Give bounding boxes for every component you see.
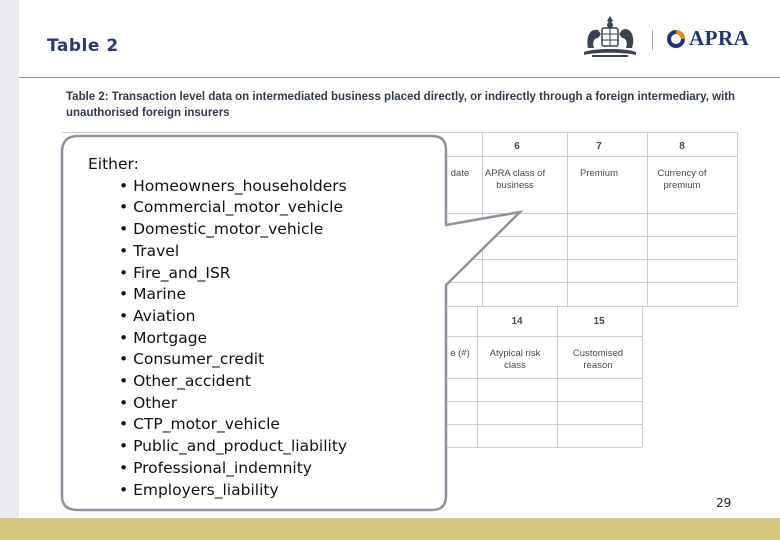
class-of-business-list xyxy=(88,176,347,502)
list-item: • Mortgage xyxy=(119,328,347,350)
column-number: 15 xyxy=(593,316,605,327)
slide-title: Table 2 xyxy=(47,36,119,56)
callout-lead: Either: xyxy=(88,155,139,173)
column-number: 14 xyxy=(511,316,523,327)
column-header: Atypical risk class xyxy=(489,348,541,371)
column-header: e (#) xyxy=(450,348,470,359)
list-item: • Marine xyxy=(119,284,347,306)
column-header: APRA class of business xyxy=(484,168,546,191)
list-item: • Other_accident xyxy=(119,371,347,393)
list-item: • Travel xyxy=(119,241,347,263)
list-item: • Homeowners_householders xyxy=(119,176,347,198)
table-caption: Table 2: Transaction level data on intermediated business placed directly, or indirectly through a foreign intermediary, with unauthorised foreign insurers xyxy=(66,91,736,119)
column-header: date xyxy=(450,168,470,179)
list-item: • Aviation xyxy=(119,306,347,328)
list-item: • Public_and_product_liability xyxy=(119,436,347,458)
list-item: • Employers_liability xyxy=(119,480,347,502)
list-item: • CTP_motor_vehicle xyxy=(119,414,347,436)
list-item: • Domestic_motor_vehicle xyxy=(119,219,347,241)
callout-content xyxy=(88,154,347,501)
column-header: Currency of premium xyxy=(657,168,707,191)
list-item: • Fire_and_ISR xyxy=(119,263,347,285)
column-header: Customised reason xyxy=(572,348,624,371)
column-header: Premium xyxy=(579,168,618,179)
column-number: 7 xyxy=(596,141,602,152)
column-number: 6 xyxy=(514,141,520,152)
list-item: • Consumer_credit xyxy=(119,349,347,371)
apra-wordmark: APRA xyxy=(689,26,750,50)
column-number: 8 xyxy=(679,141,685,152)
list-item: • Professional_indemnity xyxy=(119,458,347,480)
page-number: 29 xyxy=(716,496,732,510)
list-item: • Commercial_motor_vehicle xyxy=(119,197,347,219)
list-item: • Other xyxy=(119,393,347,415)
